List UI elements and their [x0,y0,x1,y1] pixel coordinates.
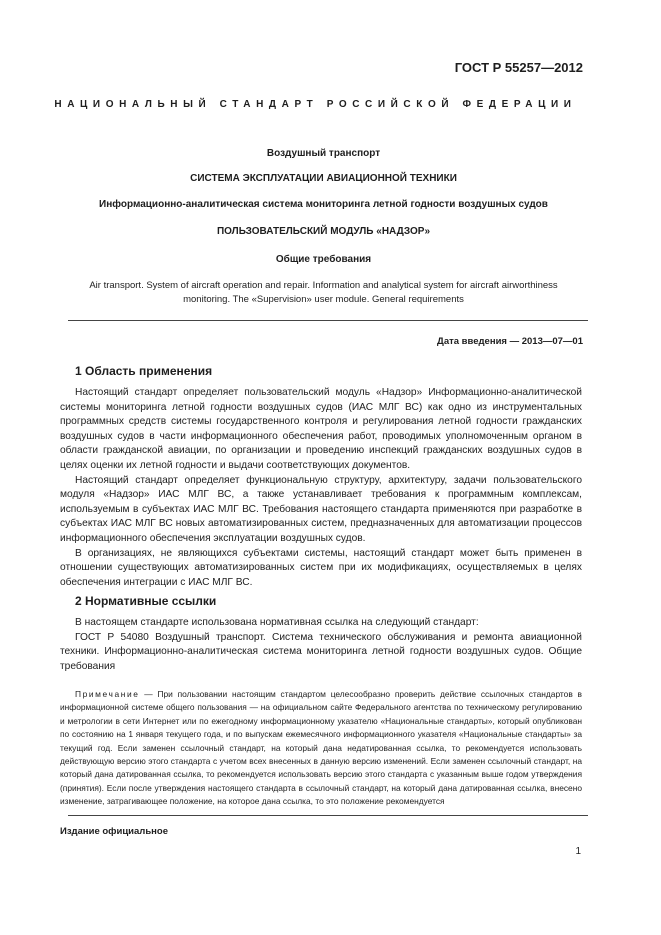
title-line-2: СИСТЕМА ЭКСПЛУАТАЦИИ АВИАЦИОННОЙ ТЕХНИКИ [190,173,457,184]
english-title-line-2: monitoring. The «Supervision» user module. General requirements [183,294,464,305]
divider-line [68,320,588,321]
section-2-reference: ГОСТ Р 54080 Воздушный транспорт. Система технического обслуживания и ремонта авиационной техники. Информационно-аналитическая система мониторинга летной годности воздушных судов. Общие требования [60,631,582,672]
section-1-paragraph-1: Настоящий стандарт определяет пользовательский модуль «Надзор» Информационно-аналитической системы мониторинга летной годности воздушных судов (ИАС МЛГ ВС) как одно из инструментальных программных средств системы государственного контроля и регулирования летной годности гражданских воздушных судов в части информационного обеспечения работ, проводимых уполномоченным органом в области гражданской авиации, по организации и проведению инспекций гражданских воздушных судов в целях оценки их летной годности и выдачи соответствующих документов. [60,387,582,471]
section-1-paragraph-3: В организациях, не являющихся субъектами системы, настоящий стандарт может быть применен в отношении существующих автоматизированных систем при их модификациях, осуществляемых в целях обеспечения интеграции с ИАС МЛГ ВС. [60,547,582,588]
standard-number: ГОСТ Р 55257—2012 [454,60,583,75]
national-standard-heading: НАЦИОНАЛЬНЫЙ СТАНДАРТ РОССИЙСКОЙ ФЕДЕРАЦИИ [54,99,577,110]
section-1-body [60,386,582,590]
section-2-body [60,616,582,674]
section-2-note [60,688,582,809]
english-title-line-1: Air transport. System of aircraft operation and repair. Information and analytical system for aircraft airworthiness [89,280,558,291]
title-line-1: Воздушный транспорт [266,148,381,159]
title-line-3: Информационно-аналитическая система мониторинга летной годности воздушных судов [99,199,548,210]
section-2-paragraph-1: В настоящем стандарте использована нормативная ссылка на следующий стандарт: [75,617,479,628]
section-1-heading: 1 Область применения [75,364,213,378]
title-line-5: Общие требования [275,254,372,265]
page-number: 1 [575,846,581,857]
introduction-date: Дата введения — 2013—07—01 [437,336,583,347]
title-line-4: ПОЛЬЗОВАТЕЛЬСКИЙ МОДУЛЬ «НАДЗОР» [216,226,431,237]
section-2-heading: 2 Нормативные ссылки [75,594,217,608]
official-edition-label: Издание официальное [60,826,168,837]
footer-divider [68,815,588,816]
section-1-paragraph-2: Настоящий стандарт определяет функциональную структуру, архитектуру, задачи пользовательского модуля «Надзор» ИАС МЛГ ВС, а также устанавливает требования к программным комплексам, используемым в субъектах ИАС МЛГ ВС. Требования настоящего стандарта применяются при разработке в субъектах ИАС МЛГ ВС новых автоматизированных систем, предназначенных для автоматизации процессов информационного обеспечения эксплуатации воздушных судов. [60,474,582,544]
note-label: Примечание [75,689,140,699]
note-text: — При пользовании настоящим стандартом целесообразно проверить действие ссылочных стандартов в информационной системе общего пользования — на официальном сайте Федерального агентства по техническому регулированию и метрологии в сети Интернет или по ежегодному информационному указателю «Национальные стандарты», который опубликован по состоянию на 1 января текущего года, и по выпускам ежемесячного информационного указателя «Национальные стандарты» за текущий год. Если заменен ссылочный стандарт, на который дана недатированная ссылка, то рекомендуется использовать действующую версию этого стандарта с учетом всех внесенных в данную версию изменений. Если заменен ссылочный стандарт, на который дана датированная ссылка, то рекомендуется использовать версию этого стандарта с указанным выше годом утверждения (принятия). Если после утверждения настоящего стандарта в ссылочный стандарт, на который дана датированная ссылка, внесено изменение, затрагивающее положение, на которое дана ссылка, то это положение рекомендуется [60,689,583,807]
